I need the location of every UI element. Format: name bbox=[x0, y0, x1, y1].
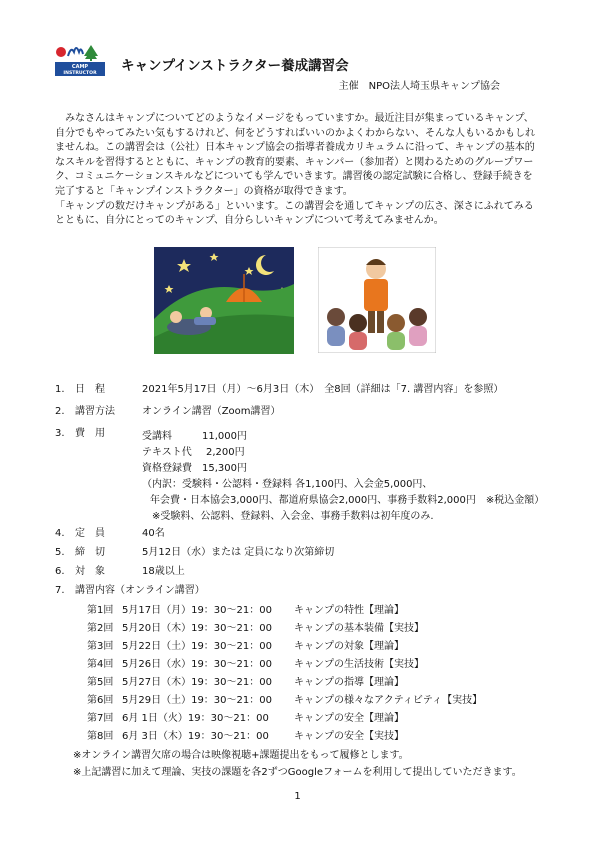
schedule-session: 第1回 bbox=[87, 605, 114, 616]
item-label: 費 用 bbox=[75, 428, 105, 439]
intro-line: とともに、自分にとってのキャンプ、自分らしいキャンプについて考えてみませんか。 bbox=[55, 215, 444, 227]
schedule-topic: キャンプの対象【理論】 bbox=[294, 641, 404, 652]
fee-amount: 2,200円 bbox=[206, 447, 245, 458]
item-value: 2021年5月17日（月）～6月3日（木） 全8回（詳細は「7. 講習内容」を参照） bbox=[142, 384, 504, 395]
fee-amount: 15,300円 bbox=[202, 463, 247, 474]
item-label: 定 員 bbox=[75, 528, 105, 539]
schedule-date: 5月17日（月）19：30～21：00 bbox=[122, 605, 272, 616]
schedule-date: 5月26日（水）19：30～21：00 bbox=[122, 659, 272, 670]
item-number: 4. bbox=[55, 528, 65, 539]
fee-name: テキスト代 bbox=[142, 447, 192, 458]
schedule-topic: キャンプの安全【実技】 bbox=[294, 731, 404, 742]
svg-text:CAMP: CAMP bbox=[71, 64, 89, 70]
fee-note: ※受験料、公認料、登録料、入会金、事務手数料は初年度のみ. bbox=[152, 511, 434, 522]
fee-breakdown: （内訳：受験料・公認料・登録料 各1,100円、入会金5,000円、 bbox=[142, 479, 433, 490]
item-number: 7. bbox=[55, 585, 65, 596]
schedule-topic: キャンプの特性【理論】 bbox=[294, 605, 404, 616]
schedule-session: 第4回 bbox=[87, 659, 114, 670]
schedule-topic: キャンプの安全【理論】 bbox=[294, 713, 404, 724]
item-label: 講習方法 bbox=[75, 406, 115, 417]
schedule-topic: キャンプの指導【理論】 bbox=[294, 677, 404, 688]
intro-line: みなさんはキャンプについてどのようなイメージをもっていますか。最近注目が集まっているキャンプ、 bbox=[55, 113, 534, 124]
intro-line: ク、コミュニケーションスキルなどについても学んでいきます。講習後の認定試験に合格し、登録手続きを bbox=[55, 171, 533, 183]
schedule-date: 5月29日（土）19：30～21：00 bbox=[122, 695, 272, 706]
item-label: 講習内容（オンライン講習） bbox=[75, 585, 205, 596]
schedule-session: 第8回 bbox=[87, 731, 114, 742]
intro-paragraph bbox=[55, 112, 550, 229]
organizer: 主催 NPO法人埼玉県キャンプ協会 bbox=[338, 81, 500, 92]
schedule-topic: キャンプの様々なアクティビティ【実技】 bbox=[294, 695, 483, 706]
item-number: 5. bbox=[55, 547, 65, 558]
item-label: 対 象 bbox=[75, 566, 105, 577]
schedule-date: 5月20日（木）19：30～21：00 bbox=[122, 623, 272, 634]
item-label: 締 切 bbox=[75, 547, 105, 558]
item-value: 40名 bbox=[142, 528, 165, 539]
item-number: 2. bbox=[55, 406, 65, 417]
note: ※上記講習に加えて理論、実技の課題を各2ずつGoogleフォームを利用して提出していただきます。 bbox=[73, 767, 522, 778]
schedule-session: 第7回 bbox=[87, 713, 114, 724]
page-title: キャンプインストラクター養成講習会 bbox=[121, 58, 349, 74]
intro-line: なスキルを習得するとともに、キャンプの教育的要素、キャンパー（参加者）と関わるためのグループワー bbox=[55, 156, 534, 168]
fee-name: 受講料 bbox=[142, 431, 172, 442]
item-number: 6. bbox=[55, 566, 65, 577]
schedule-session: 第3回 bbox=[87, 641, 114, 652]
fee-breakdown: 年会費・日本協会3,000円、都道府県協会2,000円、事務手数料2,000円 ※税込金額） bbox=[150, 495, 545, 506]
schedule-date: 6月 3日（木）19：30～21：00 bbox=[122, 731, 269, 742]
item-number: 3. bbox=[55, 428, 65, 439]
item-value: 18歳以上 bbox=[142, 566, 185, 577]
item-number: 1. bbox=[55, 384, 65, 395]
item-label: 日 程 bbox=[75, 384, 105, 395]
schedule-topic: キャンプの基本装備【実技】 bbox=[294, 623, 424, 634]
camp-instructor-logo bbox=[55, 43, 105, 76]
schedule-topic: キャンプの生活技術【実技】 bbox=[294, 659, 424, 670]
schedule-session: 第2回 bbox=[87, 623, 114, 634]
schedule-session: 第6回 bbox=[87, 695, 114, 706]
page-number: 1 bbox=[294, 791, 301, 802]
item-value: 5月12日（水）または 定員になり次第締切 bbox=[142, 547, 335, 558]
night-camp-illustration bbox=[154, 247, 294, 354]
svg-text:INSTRUCTOR: INSTRUCTOR bbox=[63, 71, 97, 76]
schedule-date: 6月 1日（火）19：30～21：00 bbox=[122, 713, 269, 724]
intro-line: 自分でもやってみたい気もするけれど、何をどうすればいいのかよくわからない、そんな人もいるかもしれ bbox=[55, 127, 535, 139]
schedule-date: 5月22日（土）19：30～21：00 bbox=[122, 641, 272, 652]
item-value: オンライン講習（Zoom講習） bbox=[142, 406, 281, 417]
schedule-session: 第5回 bbox=[87, 677, 114, 688]
fee-name: 資格登録費 bbox=[142, 463, 192, 474]
intro-line: 「キャンプの数だけキャンプがある」といいます。この講習会を通してキャンプの広さ、深さにふれてみる bbox=[55, 200, 534, 212]
instructor-illustration bbox=[318, 247, 436, 353]
intro-line: 完了すると「キャンプインストラクター」の資格が取得できます。 bbox=[55, 185, 353, 197]
note: ※オンライン講習欠席の場合は映像視聴+課題提出をもって履修とします。 bbox=[73, 750, 409, 761]
fee-amount: 11,000円 bbox=[202, 431, 247, 442]
schedule-date: 5月27日（木）19：30～21：00 bbox=[122, 677, 272, 688]
intro-line: ませんね。この講習会は（公社）日本キャンプ協会の指導者養成カリキュラムに沿って、キャンプの基本的 bbox=[55, 142, 535, 154]
